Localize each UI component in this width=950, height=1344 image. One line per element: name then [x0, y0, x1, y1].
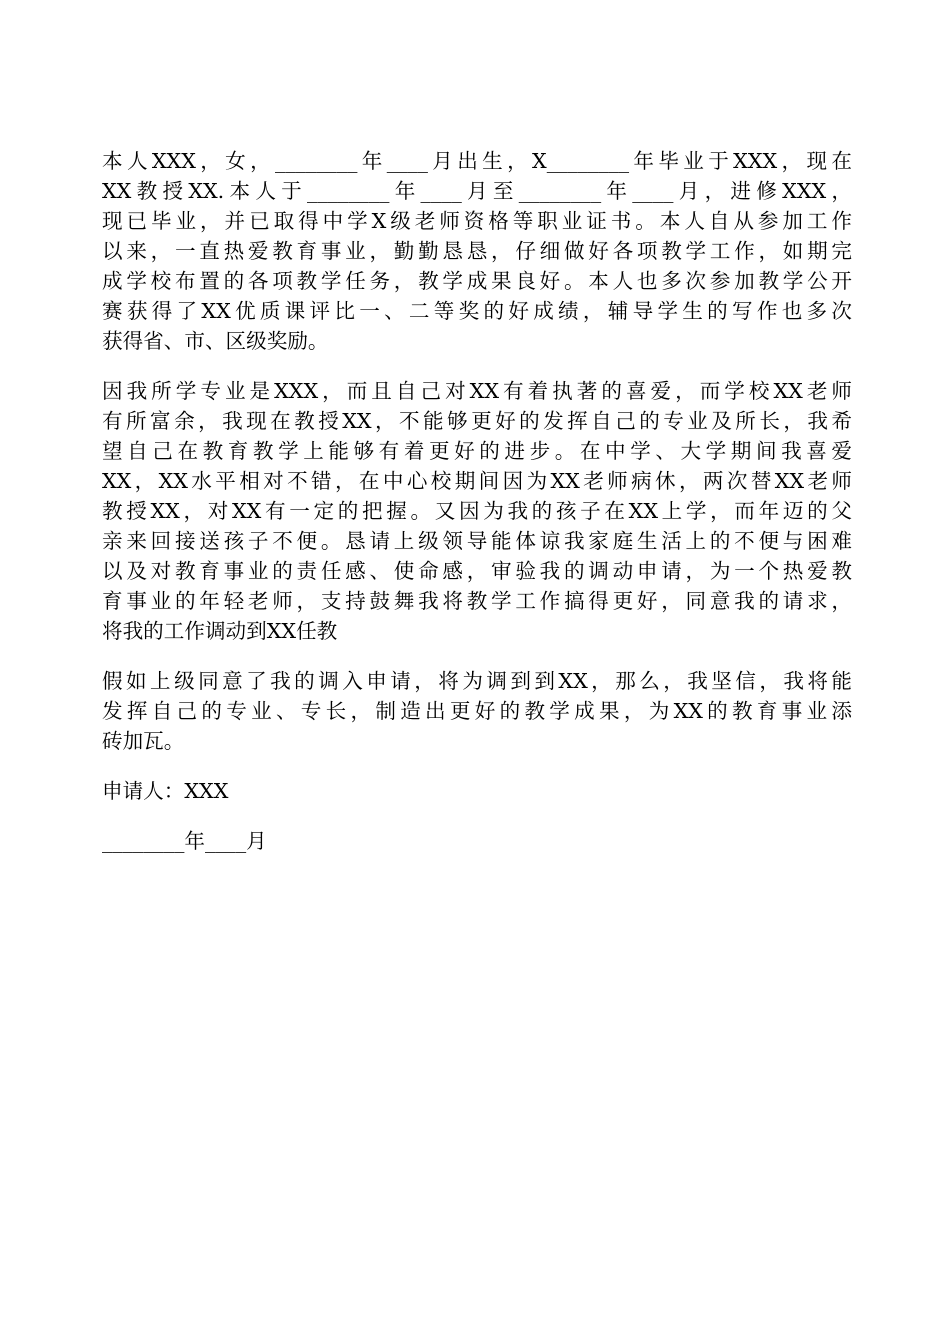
paragraph-line: XX教授XX.本人于________年____月至________年____月，进修XXX，: [102, 179, 852, 203]
document-body: [102, 146, 852, 856]
date-line: ________年____月: [102, 829, 267, 853]
paragraph-line: 现已毕业，并已取得中学X级老师资格等职业证书。本人自从参加工作: [102, 209, 852, 233]
paragraph-line: 发挥自己的专业、专长，制造出更好的教学成果，为XX的教育事业添: [102, 699, 852, 723]
paragraph-line: 以来，一直热爱教育事业，勤勤恳恳，仔细做好各项教学工作，如期完: [102, 239, 852, 263]
paragraph-line: 获得省、市、区级奖励。: [102, 329, 329, 353]
paragraph-3: [102, 666, 852, 756]
paragraph-line: 育事业的年轻老师，支持鼓舞我将教学工作搞得更好，同意我的请求，: [102, 589, 852, 613]
paragraph-line: 有所富余，我现在教授XX，不能够更好的发挥自己的专业及所长，我希: [102, 409, 852, 433]
paragraph-line: 亲来回接送孩子不便。恳请上级领导能体谅我家庭生活上的不便与困难: [102, 529, 852, 553]
paragraph-line: 假如上级同意了我的调入申请，将为调到到XX，那么，我坚信，我将能: [102, 669, 852, 693]
paragraph-line: 赛获得了XX优质课评比一、二等奖的好成绩，辅导学生的写作也多次: [102, 299, 852, 323]
paragraph-line: 砖加瓦。: [102, 729, 185, 753]
paragraph-line: 望自己在教育教学上能够有着更好的进步。在中学、大学期间我喜爱: [102, 439, 852, 463]
paragraph-1: [102, 146, 852, 356]
paragraph-line: 本人XXX，女，________年____月出生，X________年毕业于XXX，现在: [102, 149, 852, 173]
paragraph-line: 因我所学专业是XXX，而且自己对XX有着执著的喜爱，而学校XX老师: [102, 379, 852, 403]
applicant-signature: 申请人：XXX: [102, 779, 229, 803]
paragraph-line: XX，XX水平相对不错，在中心校期间因为XX老师病休，两次替XX老师: [102, 469, 852, 493]
paragraph-2: [102, 376, 852, 646]
paragraph-line: 以及对教育事业的责任感、使命感，审验我的调动申请，为一个热爱教: [102, 559, 852, 583]
paragraph-line: 成学校布置的各项教学任务，教学成果良好。本人也多次参加教学公开: [102, 269, 852, 293]
paragraph-line: 将我的工作调动到XX任教: [102, 619, 338, 643]
paragraph-line: 教授XX，对XX有一定的把握。又因为我的孩子在XX上学，而年迈的父: [102, 499, 852, 523]
